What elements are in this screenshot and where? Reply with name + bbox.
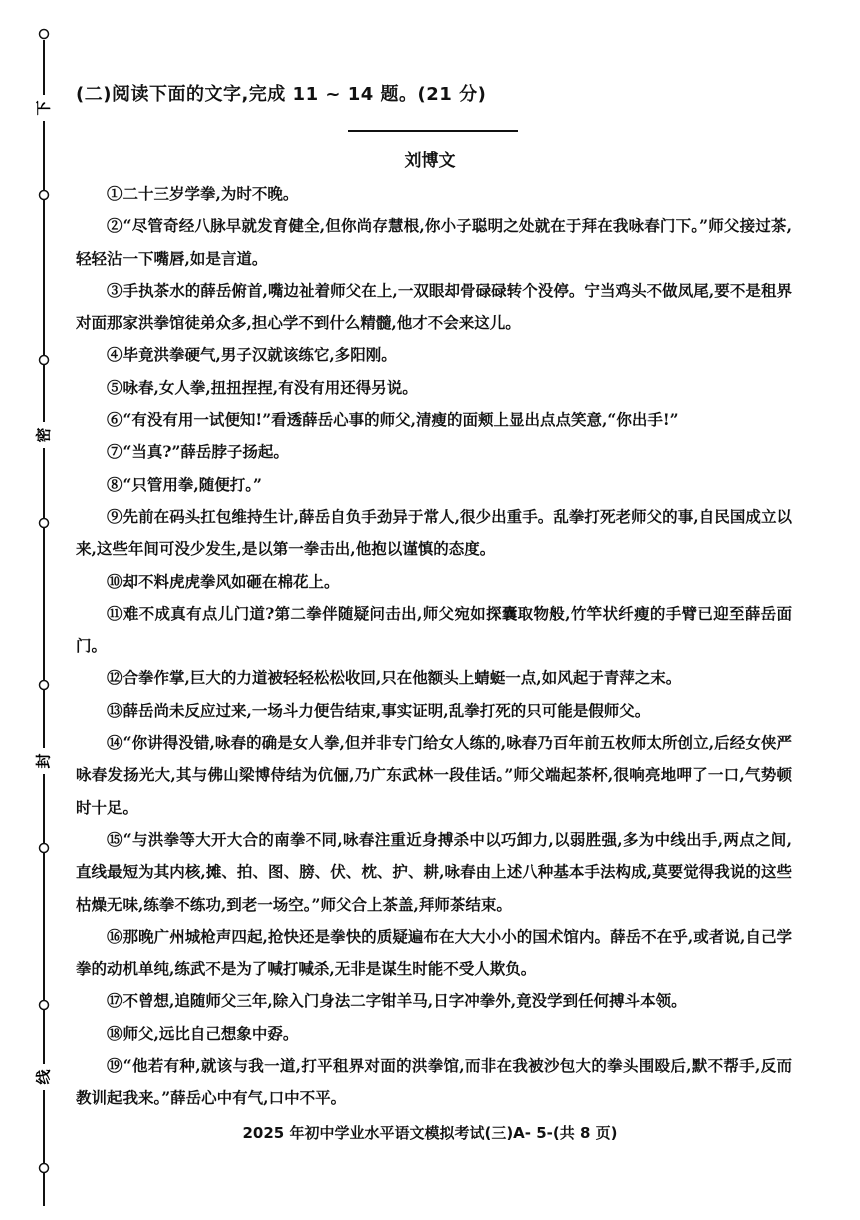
paragraph-14: ⑭“你讲得没错,咏春的确是女人拳,但并非专门给女人练的,咏春乃百年前五枚师太所创立,后经女侠严咏春发扬光大,其与佛山梁博侍结为伉俪,乃广东武林一段佳话。”师父端起茶杯,很响亮地呷了一口,气势顿时十足。 <box>76 733 792 817</box>
paragraph-6: ⑥“有没有用一试便知!”看透薛岳心事的师父,清瘦的面颊上显出点点笑意,“你出手!” <box>107 410 679 430</box>
paragraph-16: ⑯那晚广州城枪声四起,抢快还是拳快的质疑遍布在大大小小的国术馆内。薛岳不在乎,或者说,自己学拳的动机单纯,练武不是为了喊打喊杀,无非是谋生时能不受人欺负。 <box>76 926 792 979</box>
paragraph-18: ⑱师父,远比自己想象中孬。 <box>107 1023 299 1043</box>
paragraph-12: ⑫合拳作掌,巨大的力道被轻轻松松收回,只在他额头上蜻蜓一点,如风起于青萍之末。 <box>107 668 682 688</box>
paragraph-17: ⑰不曾想,追随师父三年,除入门身法二字钳羊马,日字冲拳外,竟没学到任何搏斗本领。 <box>107 991 687 1011</box>
binding-hole <box>40 844 49 853</box>
paragraph-3: ③手执茶水的薛岳俯首,嘴边祉着师父在上,一双眼却骨碌碌转个没停。宁当鸡头不做凤尾,要不是租界对面那家洪拳馆徒弟众多,担心学不到什么精髓,他才不会来这儿。 <box>76 280 792 333</box>
binding-line <box>0 0 70 1216</box>
paragraph-13: ⑬薛岳尚未反应过来,一场斗力便告结束,事实证明,乱拳打死的只可能是假师父。 <box>107 700 651 720</box>
binding-hole <box>40 1164 49 1173</box>
title-divider <box>348 130 518 132</box>
binding-hole <box>40 1001 49 1010</box>
paragraph-7: ⑦“当真?”薛岳脖子扬起。 <box>107 442 289 462</box>
paragraph-5: ⑤咏春,女人拳,扭扭捏捏,有没有用还得另说。 <box>107 377 418 397</box>
paragraph-1: ①二十三岁学拳,为时不晚。 <box>107 184 299 203</box>
page-footer: 2025 年初中学业水平语文模拟考试(三)A- 5-(共 8 页) <box>242 1124 618 1142</box>
paragraph-4: ④毕竟洪拳硬气,男子汉就该练它,多阳刚。 <box>107 345 397 365</box>
binding-hole <box>40 191 49 200</box>
article-title: 刘博文 <box>404 151 456 171</box>
binding-hole <box>40 681 49 690</box>
margin-label-mi: 密 <box>34 427 53 443</box>
paragraph-15: ⑮“与洪拳等大开大合的南拳不同,咏春注重近身搏杀中以巧卸力,以弱胜强,多为中线出手,两点之间,直线最短为其内核,摊、拍、图、膀、伏、枕、护、耕,咏春由上述八种基本手法构成,莫要觉得我说的这些枯燥无味,练拳不练功,到老一场空。”师父合上茶盖,拜师茶结束。 <box>76 829 792 914</box>
article-body <box>76 178 792 1115</box>
paragraph-8: ⑧“只管用拳,随便打。” <box>107 474 262 494</box>
margin-label-xia: 下 <box>34 100 53 116</box>
binding-hole <box>40 30 49 39</box>
paragraph-19: ⑲“他若有种,就该与我一道,打平租界对面的洪拳馆,而非在我被沙包大的拳头围殴后,默不帮手,反而教训起我来。”薛岳心中有气,口中不平。 <box>76 1056 792 1108</box>
binding-hole <box>40 356 49 365</box>
paragraph-9: ⑨先前在码头扛包维持生计,薛岳自负手劲异于常人,很少出重手。乱拳打死老师父的事,自民国成立以来,这些年间可没少发生,是以第一拳击出,他抱以谨慎的态度。 <box>76 506 792 559</box>
paragraph-2: ②“尽管奇经八脉早就发育健全,但你尚存慧根,你小子聪明之处就在于拜在我咏春门下。”师父接过茶,轻轻沾一下嘴唇,如是言道。 <box>76 216 792 268</box>
binding-margin <box>0 0 70 1216</box>
binding-hole <box>40 519 49 528</box>
margin-label-feng: 封 <box>34 753 53 769</box>
paragraph-10: ⑩却不料虎虎拳风如砸在棉花上。 <box>107 571 340 591</box>
paragraph-11: ⑪难不成真有点儿门道?第二拳伴随疑问击出,师父宛如探囊取物般,竹竿状纤瘦的手臂已迎至薛岳面门。 <box>76 603 792 656</box>
section-heading: (二)阅读下面的文字,完成 11 ~ 14 题。(21 分) <box>76 84 487 105</box>
margin-label-xian: 线 <box>34 1069 53 1085</box>
